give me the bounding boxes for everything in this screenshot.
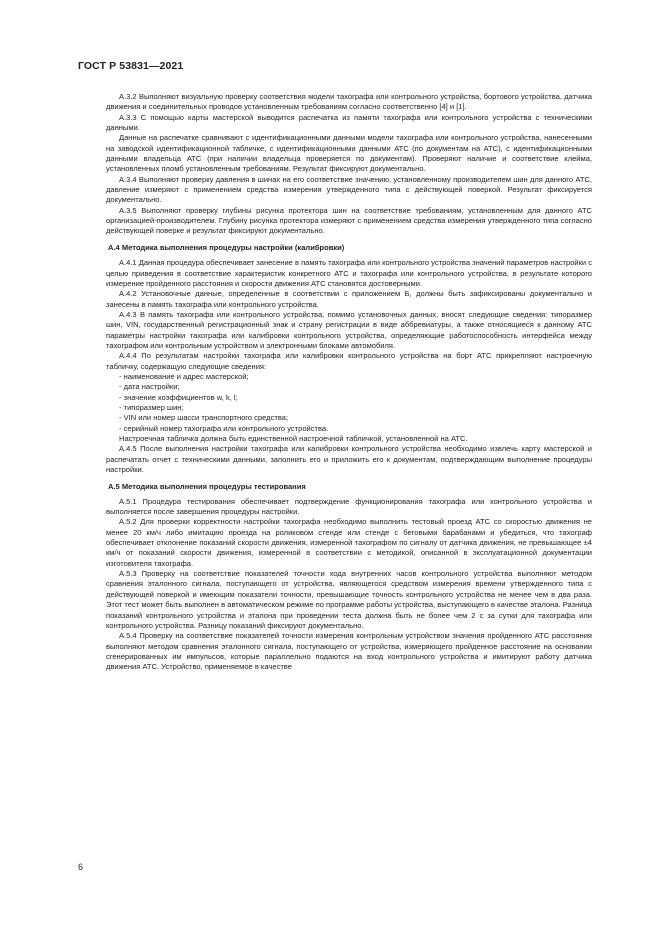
page-content [106,92,592,673]
paragraph-a3-2: А.3.2 Выполняют визуальную проверку соответствия модели тахографа или контрольного устройства, бортового устройства, датчика движения и соединительных проводов установленным требованиям согласно соответственно [4] и [1]. [106,92,592,112]
paragraph-a4-2: А.4.2 Установочные данные, определенные в соответствии с приложением Б, должны быть зафиксированы документально и занесены в память тахографа или контрольного устройства. [106,289,592,309]
list-item: - наименование и адрес мастерской; [119,371,249,381]
document-header: ГОСТ Р 53831—2021 [78,60,184,72]
list-item: - серийный номер тахографа или контрольного устройства. [119,423,329,433]
paragraph-a4-4: А.4.4 По результатам настройки тахографа или калибровки контрольного устройства на борт АТС прикрепляют настроечную табличку, содержащую следующие сведения: [106,351,592,371]
paragraph-a3-4: А.3.4 Выполняют проверку давления в шинах на его соответствие значению, установленному производителем шин для данного АТС, давление измеряют с применением средства измерения утвержденного типа с действующей поверкой. Результат фиксируется документально. [106,174,592,205]
section-heading-a4: А.4 Методика выполнения процедуры настройки (калибровки) [108,242,345,252]
paragraph-a5-1: А.5.1 Процедура тестирования обеспечивает подтверждение функционирования тахографа или контрольного устройства и выполняется после завершения процедуры настройки. [106,496,592,517]
list-item: - VIN или номер шасси транспортного средства; [119,413,289,423]
paragraph-a4-plate-note: Настроечная табличка должна быть единственной настроечной табличкой, установленной на АТС. [119,434,468,443]
plate-info-list [106,372,592,434]
paragraph-a3-5: А.3.5 Выполняют проверку глубины рисунка протектора шин на соответствие требованиям, установленным для данного АТС организацией-производителем. Глубину рисунка протектора измеряют с применением средства измерения утвержденного типа согласно действующей поверке и результат фиксируют документально. [106,205,592,236]
paragraph-a5-3: А.5.3 Проверку на соответствие показателей точности хода внутренних часов контрольного устройства выполняют методом сравнения эталонного сигнала, поступающего от устройства, являющегося средством измерения времени утвержденного типа с действующей поверкой и имеющим показатели точности, превышающие точность контрольного устройства не менее чем в два раза. Этот тест может быть выполнен в автоматическом режиме по программе работы устройства, выступающего в качестве эталона. Разница показаний контрольного устройства и эталона при проведении теста должна быть не более чем 2 с за сутки для тахографа или контрольного устройства. Разницу показаний фиксируют документально. [106,569,592,630]
list-item: - типоразмер шин; [119,402,184,412]
paragraph-a5-4: А.5.4 Проверку на соответствие показателей точности измерения контрольным устройством значения пройденного АТС расстояния выполняют методом сравнения эталонного сигнала, поступающего от устройства, измеряющего пройденное расстояние на основании сгенерированных им импульсов, которые параллельно подаются на вход контрольного устройства и имитируют работу датчика движения АТС. Устройство, применяемое в качестве [106,631,592,672]
paragraph-a3-3-data: Данные на распечатке сравнивают с идентификационными данными модели тахографа или контрольного устройства, нанесенными на заводской идентификационной табличке, с идентификационными данными АТС (по документам на АТС), с идентификационными данными владельца АТС (при наличии владельца проверяется по документам). Проверяют наличие и соответствие клейма, установленных пломб установленным требованиям. Результат фиксируют документально. [106,133,592,174]
section-heading-a5: А.5 Методика выполнения процедуры тестирования [108,482,306,492]
list-item: - значение коэффициентов w, k, l; [119,392,238,402]
list-item: - дата настройки; [119,382,180,392]
paragraph-a4-1: А.4.1 Данная процедура обеспечивает занесение в память тахографа или контрольного устройства значений параметров настройки с целью приведения в соответствие характеристик конкретного АТС и тахографа или контрольного устройства, в результате которого измерение пройденного расстояния и скорости движения АТС становятся достоверными. [106,258,592,288]
paragraph-a4-3: А.4.3 В память тахографа или контрольного устройства, помимо установочных данных, вносят следующие сведения: типоразмер шин, VIN, государственный регистрационный знак и страну регистрации в виде аббревиатуры, а также относящиеся к данному АТС параметры настройки тахографа или калибровки контрольного устройства, определяющие работоспособность интерфейса между тахографом или контрольным устройством и электронными блоками автомобиля. [106,309,592,350]
paragraph-a5-2: А.5.2 Для проверки корректности настройки тахографа необходимо выполнить тестовый проезд АТС со скоростью движения не менее 20 км/ч либо имитацию проезда на роликовом стенде или стенде с беговыми барабанами и убедиться, что тахограф обеспечивает отклонение показаний скорости движения, измеренной тахографом по сигналу от датчика движения, не превышающее ±4 км/ч от показаний скорости движения, измеренной в соответствии с методикой, описанной в эксплуатационной документации изготовителя тахографа. [106,517,592,568]
paragraph-a4-5: А.4.5 После выполнения настройки тахографа или калибровки контрольного устройства необходимо извлечь карту мастерской и распечатать отчет с техническими данными, заполнить его и приложить его к документам, подтверждающим выполнение процедуры настройки. [106,444,592,475]
page-number: 6 [78,862,84,872]
paragraph-a3-3: А.3.3 С помощью карты мастерской выводится распечатка из памяти тахографа или контрольного устройства с техническими данными. [106,112,592,133]
